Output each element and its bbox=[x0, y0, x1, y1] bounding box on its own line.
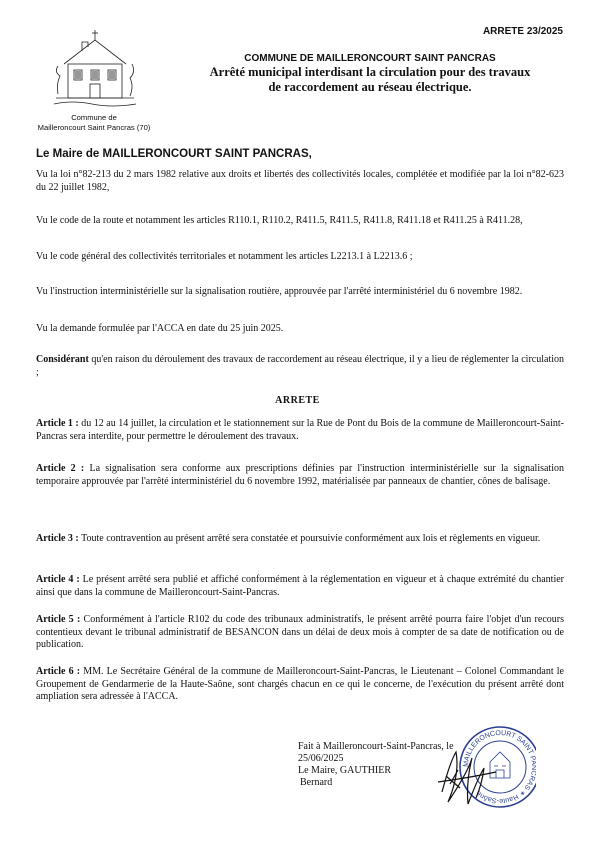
article-5 bbox=[36, 614, 564, 652]
article-4 bbox=[36, 574, 564, 599]
article-text: Le présent arrêté sera publié et affiché conformément à la réglementation en vigueur et à chaque extrémité du chantier ainsi que dans la commune de Mailleroncourt-Saint-Pancras. bbox=[36, 574, 565, 598]
considerant-paragraph bbox=[36, 354, 564, 379]
article-text: Toute contravention au présent arrêté sera constatée et poursuivie conformément aux lois et règlements en vigueur. bbox=[78, 533, 541, 544]
arrete-section-title: ARRETE bbox=[275, 395, 320, 406]
article-text: Conformément à l'article R102 du code des tribunaux administratifs, le présent arrêté pourra faire l'objet d'un recours contentieux devant le tribunal administratif de BESANCON dans un délai de deux mois à compter de sa date de notification ou de publication. bbox=[36, 614, 564, 650]
article-text: La signalisation sera conforme aux prescriptions définies par l'instruction interministérielle sur la signalisation temporaire approuvée par l'arrêté interministériel du 6 novembre 1992, matérialisée par panneaux de chantier, cônes de balisage. bbox=[36, 463, 564, 487]
considerant-label: Considérant bbox=[36, 354, 89, 365]
arrete-heading-line1: Arrêté municipal interdisant la circulation pour des travaux bbox=[209, 65, 531, 79]
article-label: Article 5 : bbox=[36, 614, 81, 625]
logo-caption bbox=[34, 113, 154, 133]
visa-5: Vu la demande formulée par l'ACCA en date du 25 juin 2025. bbox=[36, 323, 284, 334]
article-1 bbox=[36, 418, 564, 443]
article-label: Article 2 : bbox=[36, 463, 85, 474]
commune-heading: COMMUNE DE MAILLERONCOURT SAINT PANCRAS bbox=[244, 53, 496, 64]
article-label: Article 3 : bbox=[36, 533, 79, 544]
article-3 bbox=[36, 533, 564, 546]
arrete-reference: ARRETE 23/2025 bbox=[482, 26, 563, 37]
town-hall-logo-image bbox=[52, 24, 138, 112]
official-stamp-image bbox=[438, 722, 536, 812]
signature-date: 25/06/2025 bbox=[298, 753, 344, 764]
logo-caption-line2: Mailleroncourt Saint Pancras (70) bbox=[37, 123, 151, 132]
signature-name-line1: Le Maire, GAUTHIER bbox=[298, 765, 392, 776]
logo-caption-line1: Commune de bbox=[71, 113, 117, 122]
stamp-ring-textpath: MAILLERONCOURT SAINT P RAS ✶ Haute-Saône bbox=[462, 729, 536, 805]
considerant-text: qu'en raison du déroulement des travaux de raccordement au réseau électrique, il y a lieu de réglementer la circulation ; bbox=[36, 354, 564, 378]
article-text: du 12 au 14 juillet, la circulation et le stationnement sur la Rue de Pont du Bois de la commune de Mailleroncourt-Saint-Pancras sera interdite, pour permettre le déroulement des travaux. bbox=[36, 418, 564, 442]
article-label: Article 1 : bbox=[36, 418, 79, 429]
article-text: MM. Le Secrétaire Général de la commune de Mailleroncourt-Saint-Pancras, le Lieutenant – Colonel Commandant le Groupement de Gendarmerie de la Haute-Saône, sont chargés chacun en ce qui le concerne, de l'exécution du présent arrêté dont ampliation sera adressée à l'ACCA. bbox=[36, 666, 564, 702]
article-6 bbox=[36, 666, 564, 704]
visa-1: Vu la loi n°82-213 du 2 mars 1982 relative aux droits et libertés des collectivités locales, complétée et modifiée par la loi n°82-623 du 22 juillet 1982, bbox=[36, 169, 564, 193]
article-2 bbox=[36, 463, 564, 488]
signature-block bbox=[298, 741, 454, 789]
maire-line: Le Maire de MAILLERONCOURT SAINT PANCRAS, bbox=[36, 148, 312, 160]
visa-2: Vu le code de la route et notamment les articles R110.1, R110.2, R411.5, R411.5, R411.8, R411.18 et R411.25 à R411.28, bbox=[36, 215, 523, 226]
signature-name-line2: Bernard bbox=[300, 777, 333, 788]
arrete-heading-line2: de raccordement au réseau électrique. bbox=[268, 80, 472, 94]
arrete-heading bbox=[200, 65, 540, 95]
visa-3: Vu le code général des collectivités territoriales et notamment les articles L2213.1 à L2213.6 ; bbox=[36, 251, 413, 262]
visa-4: Vu l'instruction interministérielle sur la signalisation routière, approuvée par l'arrêté interministériel du 6 novembre 1982. bbox=[36, 286, 523, 297]
signature-place: Fait à Mailleroncourt-Saint-Pancras, le bbox=[298, 741, 454, 752]
article-label: Article 4 : bbox=[36, 574, 80, 585]
article-label: Article 6 : bbox=[36, 666, 81, 677]
